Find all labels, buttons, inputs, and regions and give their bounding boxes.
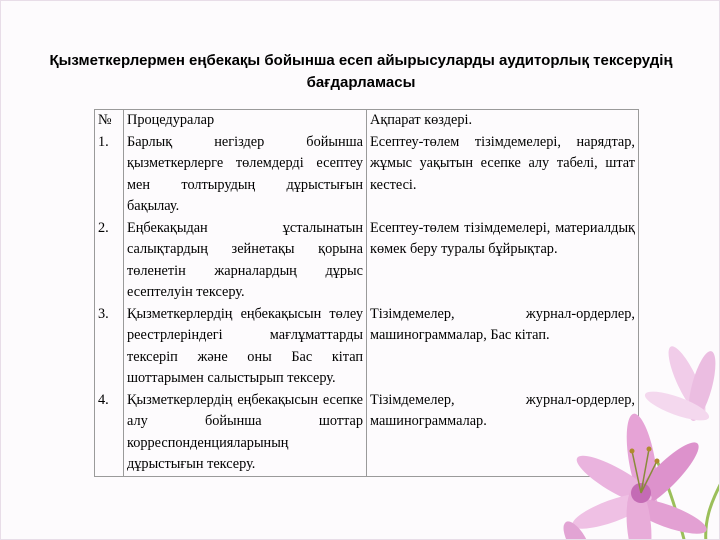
header-source: Ақпарат көздері. [367,110,639,132]
row-source: Тізімдемелер, журнал-ордерлер, машинограммалар. [367,390,639,477]
table-row [95,132,639,218]
row-procedure: Еңбекақыдан ұсталынатын салықтардың зейнетақы қорына төленетін жарналардың дұрыс есептелуін тексеру. [124,218,367,304]
header-procedure: Процедуралар [124,110,367,132]
row-procedure: Барлық негіздер бойынша қызметкерлерге төлемдерді есептеу мен толтырудың дұрыстығын бақылау. [124,132,367,218]
table-header-row [95,110,639,132]
row-procedure: Қызметкерлердің еңбекақысын төлеу реестрлеріндегі мағлұматтарды тексеріп және оны Бас кітап шоттарымен салыстырып тексеру. [124,304,367,390]
row-source: Есептеу-төлем тізімдемелері, материалдық көмек беру туралы бұйрықтар. [367,218,639,304]
pink-lily-flower-icon [537,311,720,540]
row-num: 3. [95,304,124,390]
row-source: Тізімдемелер, журнал-ордерлер, машинограммалар, Бас кітап. [367,304,639,390]
table-row [95,218,639,304]
header-num: № [95,110,124,132]
page-title: Қызметкерлермен еңбекақы бойынша есеп айырысуларды аудиторлық тексерудің бағдарламасы [49,52,673,91]
row-procedure: Қызметкерлердің еңбекақысын есепке алу бойынша шоттар корреспонденцияларының дұрыстығын тексеру. [124,390,367,477]
row-num: 2. [95,218,124,304]
row-num: 1. [95,132,124,218]
row-num: 4. [95,390,124,477]
row-source: Есептеу-төлем тізімдемелері, нарядтар, жұмыс уақытын есепке алу табелі, штат кестесі. [367,132,639,218]
